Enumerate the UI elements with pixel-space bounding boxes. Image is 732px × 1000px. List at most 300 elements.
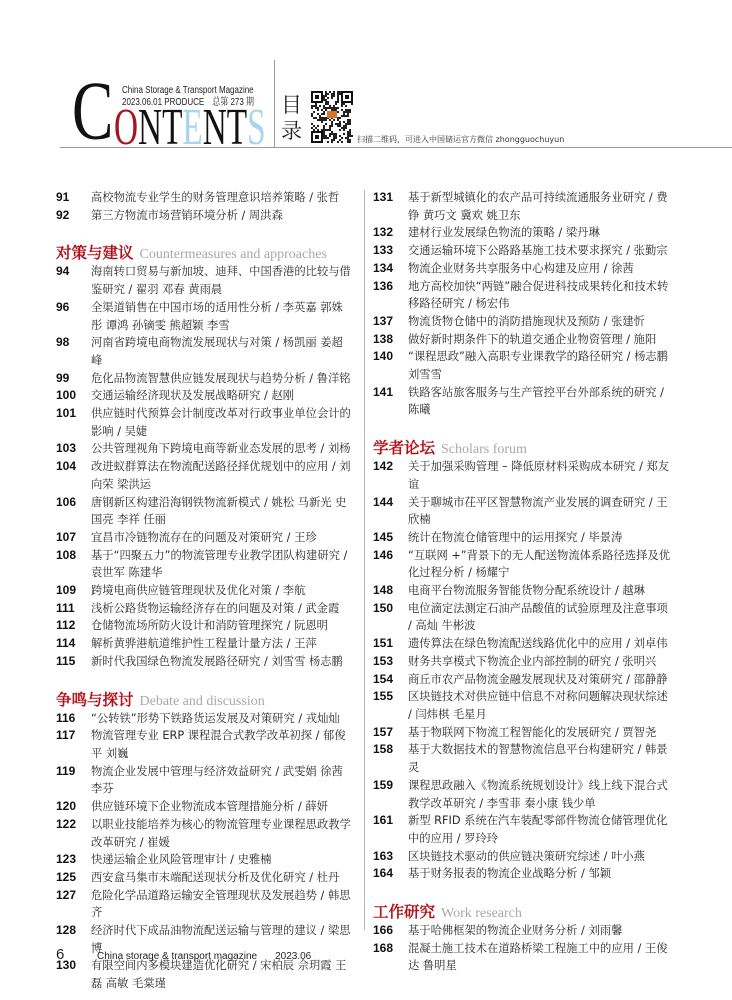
page-number: 130: [56, 958, 77, 973]
separator: /: [124, 283, 136, 297]
article-author: 王俊达 鲁明星: [408, 941, 668, 973]
article-title: 公共管理视角下跨境电商等新业态发展的思考: [91, 442, 317, 456]
article-info: [91, 494, 352, 529]
article-title: 快递运输企业风险管理审计: [91, 853, 227, 867]
article-author: 杨耀宁: [475, 566, 510, 580]
separator: /: [622, 672, 634, 686]
article-info: [408, 812, 675, 847]
separator: /: [260, 389, 272, 403]
article-title: 危险化学品道路运输安全管理现状及发展趋势: [91, 888, 317, 902]
toc-entry[interactable]: [373, 348, 675, 383]
article-author: 戎灿灿: [305, 711, 340, 725]
toc-entry[interactable]: [373, 582, 675, 600]
article-author: 武金霞: [305, 601, 340, 615]
toc-entry[interactable]: [373, 458, 675, 493]
article-info: [408, 600, 675, 635]
article-info: [408, 547, 675, 582]
toc-entry[interactable]: [56, 405, 352, 440]
separator: /: [260, 495, 272, 509]
page-number: 119: [56, 763, 76, 778]
toc-entry[interactable]: [373, 865, 675, 883]
article-title: 区块链技术驱动的供应链决策研究综述: [408, 849, 601, 863]
toc-entry[interactable]: [373, 529, 675, 547]
page-number: 150: [373, 600, 394, 615]
toc-entry[interactable]: [56, 458, 352, 493]
page-number: 96: [56, 299, 70, 314]
page-number: 122: [56, 816, 77, 831]
article-title: 全渠道销售在中国市场的适用性分析: [91, 300, 272, 314]
article-title: 交通运输环境下公路路基施工技术要求探究: [408, 244, 623, 258]
article-title: 以职业技能培养为核心的物流管理专业课程思政教学改革研究: [91, 817, 351, 849]
page-number: 131: [373, 190, 394, 204]
page-number: 104: [56, 459, 77, 474]
article-author: 袁世军 陈建华: [91, 566, 163, 580]
page-number: 134: [373, 260, 394, 275]
logo-letter-c: C: [72, 65, 114, 158]
article-info: [408, 848, 675, 866]
page-number: 140: [373, 349, 394, 364]
qr-code-icon[interactable]: [311, 91, 353, 143]
page-number: 94: [56, 264, 70, 279]
separator: /: [271, 336, 283, 350]
separator: /: [339, 548, 348, 562]
toc-entry[interactable]: [56, 635, 352, 653]
toc-entry[interactable]: [56, 763, 352, 798]
article-author: 武雯娟 徐茜 李芬: [91, 764, 343, 796]
article-title: 新时代我国绿色物流发展路径研究: [91, 654, 261, 668]
toc-entry[interactable]: [56, 529, 352, 547]
article-title: 基于物联网下物流工程智能化的发展研究: [408, 725, 612, 739]
page-number: 92: [56, 207, 70, 222]
article-info: [408, 242, 675, 260]
toc-entry[interactable]: [373, 635, 675, 653]
separator: /: [577, 530, 589, 544]
article-info: [408, 348, 675, 383]
separator: /: [305, 870, 317, 884]
section-heading: [373, 902, 675, 921]
separator: /: [633, 743, 645, 757]
article-title: 供应链环境下企业物流成本管理措施分析: [91, 800, 295, 814]
page-number: 116: [56, 710, 76, 725]
separator: /: [305, 371, 317, 385]
article-title: 河南省跨境电商物流发展现状与对策: [91, 336, 272, 350]
article-author: 韩景灵: [408, 743, 668, 775]
article-title: 交通运输经济现状及发展战略研究: [91, 389, 261, 403]
section-title-cn: 对策与建议: [56, 244, 134, 263]
separator: /: [623, 350, 635, 364]
page-number: 153: [373, 653, 394, 668]
article-author: 杜丹: [316, 870, 340, 884]
article-info: [91, 458, 352, 493]
article-author: 施阳: [633, 332, 657, 346]
separator: /: [408, 619, 416, 633]
separator: /: [577, 867, 589, 881]
toc-entry[interactable]: [373, 653, 675, 671]
article-author: 毕景涛: [588, 530, 623, 544]
article-title: “公转铁”形势下铁路货运发展及对策研究: [91, 711, 295, 725]
toc-entry[interactable]: [56, 869, 352, 887]
toc-entry[interactable]: [56, 600, 352, 618]
article-author: 杨宏伟: [475, 297, 510, 311]
separator: /: [305, 191, 317, 204]
page-number: 137: [373, 313, 394, 328]
article-info: [91, 869, 352, 887]
article-title: 财务共享模式下物流企业内部控制的研究: [408, 654, 612, 668]
toc-entry[interactable]: [373, 688, 675, 723]
page-number: 146: [373, 547, 394, 562]
article-info: [408, 777, 675, 812]
article-title: 跨境电商供应链管理现状及优化对策: [91, 584, 272, 598]
section-heading: [373, 438, 675, 457]
article-info: [408, 189, 675, 224]
page-number: 138: [373, 331, 394, 346]
separator: /: [600, 849, 612, 863]
separator: /: [294, 601, 306, 615]
section-title-en: Debate and discussion: [139, 693, 265, 709]
toc-entry[interactable]: [373, 494, 675, 529]
article-info: [91, 263, 352, 298]
page-number: 136: [373, 278, 394, 293]
separator: /: [294, 711, 306, 725]
article-info: [408, 313, 675, 331]
section-heading: [56, 690, 352, 709]
article-title: 基于哈佛框架的物流企业财务分析: [408, 924, 578, 938]
article-author: 张明兴: [622, 654, 657, 668]
article-author: 邵静静: [633, 672, 668, 686]
separator: /: [622, 332, 634, 346]
article-author: 张勤宗: [633, 244, 668, 258]
article-title: 铁路客站旅客服务与生产管控平台外部系统的研究: [408, 385, 657, 399]
article-title: 物流管理专业 ERP 课程混合式教学改革初探: [91, 729, 313, 743]
article-author: 刘雨馨: [588, 924, 623, 938]
toc-entry[interactable]: [373, 848, 675, 866]
article-title: 统计在物流仓储管理中的运用探究: [408, 530, 578, 544]
article-author: 刘杨: [327, 442, 351, 456]
article-info: [91, 851, 352, 869]
toc-entry[interactable]: [56, 547, 352, 582]
article-author: 宋柏辰 佘玥霞 王磊 高敏 毛棠瑾: [91, 959, 347, 991]
article-title: 物流企业发展中管理与经济效益研究: [91, 764, 272, 778]
toc-entry[interactable]: [56, 617, 352, 635]
page-number: 112: [56, 618, 76, 633]
separator: /: [316, 442, 328, 456]
page-number: 142: [373, 459, 394, 474]
separator: /: [611, 654, 623, 668]
page-number: 168: [373, 940, 394, 955]
article-info: [408, 741, 675, 776]
column-divider: [364, 190, 365, 930]
article-author: 越琳: [622, 584, 645, 598]
toc-entry[interactable]: [56, 582, 352, 600]
article-author: 史雅楠: [237, 853, 272, 867]
toc-entry[interactable]: [56, 370, 352, 388]
page-number: 151: [373, 636, 394, 651]
page-number: 108: [56, 547, 77, 562]
article-author: 杨志鹏 刘雪雪: [408, 350, 668, 382]
toc-entry[interactable]: [373, 384, 675, 419]
toc-entry[interactable]: [373, 260, 675, 278]
article-title: 关于加强采购管理 – 降低原材料采购成本研究: [408, 460, 636, 474]
toc-entry[interactable]: [56, 387, 352, 405]
footer-date: 2023.06: [275, 951, 312, 962]
toc-entry[interactable]: [56, 653, 352, 671]
article-author: 王萍: [294, 637, 317, 651]
article-author: 徐茜: [611, 261, 634, 275]
article-info: [91, 370, 352, 388]
toc-entry[interactable]: [56, 727, 352, 762]
separator: /: [271, 764, 283, 778]
toc-entry[interactable]: [373, 313, 675, 331]
separator: /: [633, 941, 645, 955]
toc-entry[interactable]: [56, 334, 352, 369]
page-number: 157: [373, 724, 394, 739]
separator: /: [645, 191, 657, 204]
article-author: 刘卓伟: [633, 637, 668, 651]
article-info: [91, 405, 352, 440]
article-author: 张建忻: [611, 314, 645, 328]
article-author: 张哲: [316, 191, 340, 204]
page-number: 161: [373, 813, 394, 828]
page-number: 98: [56, 335, 70, 350]
article-author: 高灿 牛彬波: [415, 619, 476, 633]
page-number: 106: [56, 494, 77, 509]
page-number: 111: [56, 600, 75, 615]
article-info: [91, 440, 352, 458]
magazine-name: China Storage & Transport Magazine: [122, 85, 254, 96]
page-number: 141: [373, 384, 394, 399]
article-author: 郁俊平 刘巍: [91, 729, 346, 760]
article-title: 电位滴定法测定石油产品酸值的试验原理及注意事项: [408, 601, 668, 615]
article-author: 刘向荣 梁洪运: [91, 460, 351, 491]
article-title: “课程思政”融入高职专业课教学的路径研究: [408, 350, 624, 364]
article-info: [408, 384, 675, 419]
article-info: [91, 547, 352, 582]
article-author: 费铮 黄巧文 冀欢 姚卫东: [408, 191, 668, 222]
toc-entry[interactable]: [373, 278, 675, 313]
article-info: [91, 334, 352, 369]
article-info: [91, 763, 352, 798]
page-number: 144: [373, 494, 394, 509]
toc-entry[interactable]: [373, 189, 675, 224]
separator: /: [622, 637, 634, 651]
section-title-en: Countermeasures and approaches: [139, 247, 327, 263]
toc-entry[interactable]: [56, 207, 352, 225]
article-title: 关于聊城市茌平区智慧物流产业发展的调查研究: [408, 495, 646, 509]
separator: /: [316, 888, 328, 902]
article-author: 郑友谊: [408, 460, 670, 491]
article-info: [91, 529, 352, 547]
page-number: 107: [56, 529, 77, 544]
article-title: 基于大数据技术的智慧物流信息平台构建研究: [408, 743, 634, 757]
page-number: 123: [56, 852, 77, 867]
article-author: 周洪森: [248, 208, 283, 222]
article-info: [408, 671, 675, 689]
toc-entry[interactable]: [373, 331, 675, 349]
page-number: 99: [56, 370, 70, 385]
page-number: 132: [373, 225, 394, 240]
article-title: 改进蚁群算法在物流配送路径择优规划中的应用: [91, 460, 329, 474]
toc-entry[interactable]: [56, 710, 352, 728]
page-number: 148: [373, 583, 394, 598]
article-author: 李雪菲 秦小康 钱少单: [486, 796, 596, 810]
article-info: [408, 278, 675, 313]
article-info: [91, 710, 352, 728]
article-title: 第三方物流市场营销环境分析: [91, 208, 238, 222]
toc-column-left: [56, 189, 352, 993]
article-author: 姚松 马新光 史国亮 李祥 任丽: [91, 495, 347, 527]
logo-letter: T: [162, 99, 183, 156]
page-number: 109: [56, 583, 77, 598]
page-number: 128: [56, 923, 77, 938]
article-title: 新型 RFID 系统在汽车装配零部件物流仓储管理优化中的应用: [408, 814, 668, 845]
article-title: 危化品物流智慧供应链发展现状与趋势分析: [91, 371, 306, 385]
separator: /: [611, 725, 623, 739]
separator: /: [611, 584, 623, 598]
article-author: 陈曦: [408, 403, 431, 417]
article-info: [408, 635, 675, 653]
separator: /: [283, 637, 295, 651]
logo-letter: T: [226, 99, 248, 156]
logo-letter: N: [202, 99, 227, 156]
page-number: 114: [56, 636, 76, 651]
toc-entry[interactable]: [56, 263, 352, 298]
page-number: 164: [373, 866, 394, 881]
article-author: 王珍: [294, 530, 317, 544]
article-info: [408, 260, 675, 278]
toc-entry[interactable]: [373, 777, 675, 812]
article-info: [408, 331, 675, 349]
header-vertical-divider: [274, 60, 275, 148]
toc-entry[interactable]: [373, 812, 675, 847]
article-info: [408, 458, 675, 493]
article-author: 王欣楠: [408, 495, 668, 527]
article-info: [91, 582, 352, 600]
article-title: 物流货物仓储中的消防措施现状及预防: [408, 314, 601, 328]
article-info: [408, 688, 675, 723]
article-author: 梁丹琳: [565, 226, 600, 240]
article-title: 海南转口贸易与新加坡、迪拜、中国香港的比较与借鉴研究: [91, 265, 351, 297]
separator: /: [113, 424, 125, 438]
article-title: 课程思政融入《物流系统规划设计》线上线下混合式教学改革研究: [408, 778, 668, 810]
article-info: [91, 299, 352, 334]
article-title: 遗传算法在绿色物流配送线路优化中的应用: [408, 637, 623, 651]
page-number: 166: [373, 923, 394, 938]
page-number: 101: [56, 406, 77, 421]
article-title: 经济时代下成品油物流配送运输与管理的建议: [91, 924, 317, 938]
article-title: 基于财务报表的物流企业战略分析: [408, 867, 578, 881]
separator: /: [645, 495, 657, 509]
article-title: 仓储物流场所防火设计和消防管理探究: [91, 619, 284, 633]
article-title: 区块链技术对供应链中信息不对称问题解决现状综述: [408, 690, 668, 704]
toc-entry[interactable]: [56, 798, 352, 816]
toc-entry[interactable]: [373, 671, 675, 689]
separator: /: [635, 460, 647, 474]
page-number: 100: [56, 388, 77, 403]
article-info: [408, 582, 675, 600]
toc-entry[interactable]: [373, 600, 675, 635]
toc-entry[interactable]: [56, 816, 352, 851]
section-heading: [56, 243, 352, 262]
toc-entry[interactable]: [56, 494, 352, 529]
toc-entry[interactable]: [373, 922, 675, 940]
separator: /: [453, 831, 465, 845]
article-info: [91, 816, 352, 851]
article-info: [91, 727, 352, 762]
separator: /: [554, 226, 566, 240]
page-number: 115: [56, 653, 76, 668]
article-author: 闫炜棋 毛星月: [415, 707, 487, 721]
page-number: 163: [373, 848, 394, 863]
page-number: 127: [56, 887, 77, 902]
separator: /: [226, 853, 238, 867]
toc-entry[interactable]: [56, 887, 352, 922]
toc-entry[interactable]: [373, 547, 675, 582]
toc-entry[interactable]: [56, 189, 352, 207]
separator: /: [464, 566, 476, 580]
article-author: 李英嘉 郭姝彤 谭鸿 孙镝雯 熊超颖 李雪: [91, 300, 343, 332]
separator: /: [271, 584, 283, 598]
separator: /: [312, 729, 324, 743]
page-number: 120: [56, 799, 77, 814]
logo-letter: S: [247, 99, 266, 156]
article-info: [408, 724, 675, 742]
toc-entry[interactable]: [56, 851, 352, 869]
separator: /: [136, 835, 148, 849]
article-title: 供应链时代预算会计制度改革对行政事业单位会计的影响: [91, 407, 351, 438]
article-info: [408, 653, 675, 671]
toc-entry[interactable]: [56, 440, 352, 458]
article-title: 高校物流专业学生的财务管理意识培养策略: [91, 191, 306, 204]
toc-entry[interactable]: [373, 741, 675, 776]
separator: /: [294, 800, 306, 814]
page-number: 159: [373, 777, 394, 792]
separator: /: [577, 924, 589, 938]
separator: /: [249, 959, 261, 973]
article-title: 唐钢新区构建沿海钢铁物流新模式: [91, 495, 261, 509]
toc-entry[interactable]: [373, 242, 675, 260]
section-title-en: Work research: [441, 906, 522, 922]
article-author: 贾智尧: [622, 725, 657, 739]
separator: /: [260, 654, 272, 668]
section-title-cn: 学者论坛: [373, 439, 436, 458]
qr-caption: 扫描二维码，可进入中国储运官方微信 zhongguochuyun: [357, 135, 565, 144]
toc-entry[interactable]: [373, 724, 675, 742]
article-title: 基于“四聚五力”的物流管理专业教学团队构建研究: [91, 548, 340, 562]
toc-entry[interactable]: [373, 224, 675, 242]
article-author: 吴婕: [124, 424, 148, 438]
footer-magazine: China storage & transport magazine: [97, 951, 258, 962]
article-info: [91, 635, 352, 653]
article-info: [408, 529, 675, 547]
toc-entry[interactable]: [373, 940, 675, 975]
separator: /: [283, 619, 295, 633]
article-author: 罗玲玲: [464, 831, 499, 845]
article-author: 邹颖: [588, 867, 612, 881]
article-info: [91, 600, 352, 618]
article-title: 物流企业财务共享服务中心构建及应用: [408, 261, 601, 275]
separator: /: [237, 208, 249, 222]
article-author: 杨凯丽 姜超峰: [91, 336, 343, 367]
page-number: 133: [373, 243, 394, 258]
article-title: “互联网 +”背景下的无人配送物流体系路径选择及优化过程分析: [408, 548, 670, 580]
article-info: [91, 617, 352, 635]
page-number: 145: [373, 529, 394, 544]
page-number: 154: [373, 671, 394, 686]
toc-entry[interactable]: [56, 299, 352, 334]
article-title: 做好新时期条件下的轨道交通企业物资管理: [408, 332, 623, 346]
toc-column-right: [373, 189, 675, 975]
separator: /: [408, 707, 416, 721]
